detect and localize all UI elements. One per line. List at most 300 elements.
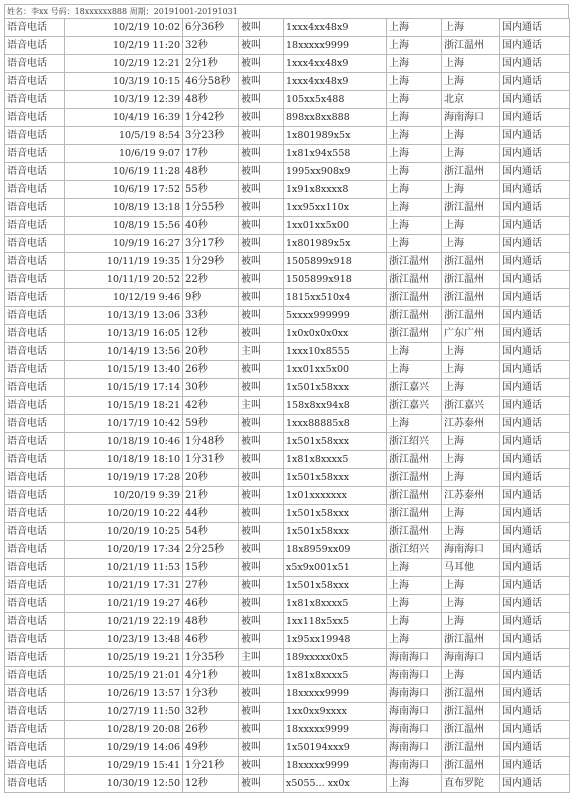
other-number-cell: 1x501x58xxx xyxy=(284,379,387,397)
call-type-cell: 语音电话 xyxy=(5,703,65,721)
other-number-cell: 18xxxxx9999 xyxy=(284,37,387,55)
local-location-cell: 上海 xyxy=(387,559,442,577)
other-number-cell: 1xxx4xx48x9 xyxy=(284,19,387,37)
remote-location-cell: 浙江温州 xyxy=(442,721,500,739)
call-duration-cell: 44秒 xyxy=(183,505,239,523)
other-number-cell: 1x801989x5x xyxy=(284,127,387,145)
local-location-cell: 浙江温州 xyxy=(387,289,442,307)
call-time-cell: 10/13/19 13:06 xyxy=(65,307,183,325)
call-time-cell: 10/17/19 10:42 xyxy=(65,415,183,433)
local-location-cell: 上海 xyxy=(387,235,442,253)
call-type-cell: 语音电话 xyxy=(5,55,65,73)
call-type-cell: 语音电话 xyxy=(5,541,65,559)
remote-location-cell: 浙江温州 xyxy=(442,163,500,181)
remote-location-cell: 上海 xyxy=(442,433,500,451)
other-number-cell: x5055... xx0x xyxy=(284,775,387,793)
call-direction-cell: 被叫 xyxy=(239,577,284,595)
call-time-cell: 10/27/19 11:50 xyxy=(65,703,183,721)
call-type-cell: 语音电话 xyxy=(5,73,65,91)
call-duration-cell: 12秒 xyxy=(183,775,239,793)
call-category-cell: 国内通话 xyxy=(500,433,570,451)
call-type-cell: 语音电话 xyxy=(5,739,65,757)
remote-location-cell: 浙江温州 xyxy=(442,631,500,649)
call-category-cell: 国内通话 xyxy=(500,703,570,721)
other-number-cell: 898xx8xx888 xyxy=(284,109,387,127)
table-row xyxy=(5,307,570,325)
local-location-cell: 上海 xyxy=(387,217,442,235)
call-duration-cell: 48秒 xyxy=(183,91,239,109)
other-number-cell: 1x81x8xxxx5 xyxy=(284,595,387,613)
remote-location-cell: 上海 xyxy=(442,361,500,379)
call-direction-cell: 被叫 xyxy=(239,739,284,757)
call-time-cell: 10/29/19 15:41 xyxy=(65,757,183,775)
other-number-cell: 18xxxxx9999 xyxy=(284,757,387,775)
call-time-cell: 10/3/19 10:15 xyxy=(65,73,183,91)
other-number-cell: 105xx5x488 xyxy=(284,91,387,109)
call-type-cell: 语音电话 xyxy=(5,145,65,163)
local-location-cell: 上海 xyxy=(387,127,442,145)
call-duration-cell: 22秒 xyxy=(183,271,239,289)
local-location-cell: 海南海口 xyxy=(387,649,442,667)
call-direction-cell: 被叫 xyxy=(239,235,284,253)
call-category-cell: 国内通话 xyxy=(500,451,570,469)
remote-location-cell: 广东广州 xyxy=(442,325,500,343)
call-category-cell: 国内通话 xyxy=(500,685,570,703)
local-location-cell: 浙江嘉兴 xyxy=(387,379,442,397)
call-time-cell: 10/11/19 19:35 xyxy=(65,253,183,271)
table-row xyxy=(5,487,570,505)
local-location-cell: 浙江温州 xyxy=(387,307,442,325)
remote-location-cell: 上海 xyxy=(442,145,500,163)
remote-location-cell: 上海 xyxy=(442,217,500,235)
call-category-cell: 国内通话 xyxy=(500,739,570,757)
call-direction-cell: 被叫 xyxy=(239,685,284,703)
call-category-cell: 国内通话 xyxy=(500,523,570,541)
call-direction-cell: 被叫 xyxy=(239,559,284,577)
other-number-cell: 1x501x58xxx xyxy=(284,505,387,523)
call-time-cell: 10/15/19 13:40 xyxy=(65,361,183,379)
call-direction-cell: 被叫 xyxy=(239,451,284,469)
local-location-cell: 浙江温州 xyxy=(387,253,442,271)
other-number-cell: 1xxx4xx48x9 xyxy=(284,73,387,91)
call-type-cell: 语音电话 xyxy=(5,379,65,397)
call-duration-cell: 4分1秒 xyxy=(183,667,239,685)
call-time-cell: 10/6/19 9:07 xyxy=(65,145,183,163)
call-category-cell: 国内通话 xyxy=(500,667,570,685)
table-row xyxy=(5,523,570,541)
record-header xyxy=(4,4,569,18)
call-type-cell: 语音电话 xyxy=(5,289,65,307)
call-type-cell: 语音电话 xyxy=(5,685,65,703)
call-time-cell: 10/15/19 18:21 xyxy=(65,397,183,415)
call-time-cell: 10/20/19 10:22 xyxy=(65,505,183,523)
local-location-cell: 上海 xyxy=(387,145,442,163)
table-row xyxy=(5,325,570,343)
call-direction-cell: 被叫 xyxy=(239,271,284,289)
other-number-cell: 1xxx88885x8 xyxy=(284,415,387,433)
local-location-cell: 浙江温州 xyxy=(387,523,442,541)
call-duration-cell: 30秒 xyxy=(183,379,239,397)
call-time-cell: 10/6/19 17:52 xyxy=(65,181,183,199)
call-category-cell: 国内通话 xyxy=(500,361,570,379)
call-category-cell: 国内通话 xyxy=(500,613,570,631)
call-category-cell: 国内通话 xyxy=(500,127,570,145)
call-time-cell: 10/30/19 12:50 xyxy=(65,775,183,793)
local-location-cell: 海南海口 xyxy=(387,757,442,775)
table-row xyxy=(5,721,570,739)
call-type-cell: 语音电话 xyxy=(5,235,65,253)
call-type-cell: 语音电话 xyxy=(5,109,65,127)
call-duration-cell: 32秒 xyxy=(183,703,239,721)
local-location-cell: 上海 xyxy=(387,631,442,649)
call-category-cell: 国内通话 xyxy=(500,595,570,613)
call-category-cell: 国内通话 xyxy=(500,343,570,361)
call-type-cell: 语音电话 xyxy=(5,667,65,685)
call-category-cell: 国内通话 xyxy=(500,775,570,793)
table-row xyxy=(5,163,570,181)
other-number-cell: 158x8xx94x8 xyxy=(284,397,387,415)
call-category-cell: 国内通话 xyxy=(500,307,570,325)
call-type-cell: 语音电话 xyxy=(5,181,65,199)
remote-location-cell: 上海 xyxy=(442,73,500,91)
other-number-cell: 1x501x58xxx xyxy=(284,523,387,541)
call-category-cell: 国内通话 xyxy=(500,469,570,487)
table-row xyxy=(5,253,570,271)
local-location-cell: 上海 xyxy=(387,361,442,379)
call-time-cell: 10/8/19 13:18 xyxy=(65,199,183,217)
call-duration-cell: 1分42秒 xyxy=(183,109,239,127)
call-direction-cell: 被叫 xyxy=(239,37,284,55)
call-duration-cell: 17秒 xyxy=(183,145,239,163)
local-location-cell: 海南海口 xyxy=(387,703,442,721)
table-row xyxy=(5,685,570,703)
call-type-cell: 语音电话 xyxy=(5,559,65,577)
remote-location-cell: 上海 xyxy=(442,181,500,199)
call-time-cell: 10/11/19 20:52 xyxy=(65,271,183,289)
other-number-cell: 1xx118x5xx5 xyxy=(284,613,387,631)
period-value: 20191001-20191031 xyxy=(153,7,238,16)
call-time-cell: 10/9/19 16:27 xyxy=(65,235,183,253)
local-location-cell: 上海 xyxy=(387,343,442,361)
call-category-cell: 国内通话 xyxy=(500,73,570,91)
remote-location-cell: 上海 xyxy=(442,595,500,613)
other-number-cell: 1x50194xxx9 xyxy=(284,739,387,757)
call-time-cell: 10/18/19 18:10 xyxy=(65,451,183,469)
call-time-cell: 10/2/19 11:20 xyxy=(65,37,183,55)
table-row xyxy=(5,433,570,451)
call-direction-cell: 被叫 xyxy=(239,91,284,109)
call-direction-cell: 被叫 xyxy=(239,433,284,451)
call-time-cell: 10/25/19 21:01 xyxy=(65,667,183,685)
call-type-cell: 语音电话 xyxy=(5,487,65,505)
call-category-cell: 国内通话 xyxy=(500,325,570,343)
local-location-cell: 海南海口 xyxy=(387,739,442,757)
table-row xyxy=(5,541,570,559)
call-duration-cell: 33秒 xyxy=(183,307,239,325)
table-row xyxy=(5,757,570,775)
remote-location-cell: 直布罗陀 xyxy=(442,775,500,793)
other-number-cell: 1x91x8xxxx8 xyxy=(284,181,387,199)
local-location-cell: 浙江温州 xyxy=(387,469,442,487)
call-duration-cell: 1分29秒 xyxy=(183,253,239,271)
call-time-cell: 10/29/19 14:06 xyxy=(65,739,183,757)
other-number-cell: 1x501x58xxx xyxy=(284,577,387,595)
table-row xyxy=(5,127,570,145)
call-category-cell: 国内通话 xyxy=(500,91,570,109)
call-direction-cell: 被叫 xyxy=(239,19,284,37)
call-category-cell: 国内通话 xyxy=(500,37,570,55)
remote-location-cell: 浙江嘉兴 xyxy=(442,397,500,415)
call-type-cell: 语音电话 xyxy=(5,217,65,235)
call-time-cell: 10/8/19 15:56 xyxy=(65,217,183,235)
other-number-cell: 1xx01xx5x00 xyxy=(284,217,387,235)
remote-location-cell: 浙江温州 xyxy=(442,739,500,757)
name-label: 姓名： xyxy=(7,7,31,16)
other-number-cell: 1x501x58xxx xyxy=(284,469,387,487)
call-category-cell: 国内通话 xyxy=(500,397,570,415)
call-duration-cell: 26秒 xyxy=(183,721,239,739)
other-number-cell: 1x81x8xxxx5 xyxy=(284,667,387,685)
call-time-cell: 10/20/19 10:25 xyxy=(65,523,183,541)
call-time-cell: 10/26/19 13:57 xyxy=(65,685,183,703)
call-time-cell: 10/21/19 22:19 xyxy=(65,613,183,631)
call-type-cell: 语音电话 xyxy=(5,163,65,181)
call-duration-cell: 15秒 xyxy=(183,559,239,577)
call-time-cell: 10/6/19 11:28 xyxy=(65,163,183,181)
call-type-cell: 语音电话 xyxy=(5,613,65,631)
call-time-cell: 10/12/19 9:46 xyxy=(65,289,183,307)
remote-location-cell: 上海 xyxy=(442,523,500,541)
call-time-cell: 10/25/19 19:21 xyxy=(65,649,183,667)
other-number-cell: 1xx95xx110x xyxy=(284,199,387,217)
call-time-cell: 10/19/19 17:28 xyxy=(65,469,183,487)
remote-location-cell: 上海 xyxy=(442,127,500,145)
remote-location-cell: 浙江温州 xyxy=(442,685,500,703)
remote-location-cell: 海南海口 xyxy=(442,109,500,127)
local-location-cell: 海南海口 xyxy=(387,685,442,703)
table-row xyxy=(5,631,570,649)
call-type-cell: 语音电话 xyxy=(5,307,65,325)
local-location-cell: 浙江温州 xyxy=(387,451,442,469)
call-direction-cell: 被叫 xyxy=(239,253,284,271)
call-type-cell: 语音电话 xyxy=(5,451,65,469)
call-category-cell: 国内通话 xyxy=(500,163,570,181)
call-category-cell: 国内通话 xyxy=(500,379,570,397)
call-duration-cell: 49秒 xyxy=(183,739,239,757)
call-record-sheet xyxy=(4,4,569,793)
call-type-cell: 语音电话 xyxy=(5,577,65,595)
remote-location-cell: 浙江温州 xyxy=(442,307,500,325)
call-type-cell: 语音电话 xyxy=(5,469,65,487)
local-location-cell: 上海 xyxy=(387,163,442,181)
call-type-cell: 语音电话 xyxy=(5,523,65,541)
table-row xyxy=(5,613,570,631)
call-type-cell: 语音电话 xyxy=(5,433,65,451)
call-duration-cell: 48秒 xyxy=(183,163,239,181)
call-type-cell: 语音电话 xyxy=(5,757,65,775)
remote-location-cell: 浙江温州 xyxy=(442,757,500,775)
call-category-cell: 国内通话 xyxy=(500,55,570,73)
table-row xyxy=(5,37,570,55)
call-type-cell: 语音电话 xyxy=(5,37,65,55)
call-duration-cell: 46秒 xyxy=(183,595,239,613)
call-category-cell: 国内通话 xyxy=(500,721,570,739)
call-duration-cell: 59秒 xyxy=(183,415,239,433)
call-direction-cell: 被叫 xyxy=(239,73,284,91)
call-direction-cell: 被叫 xyxy=(239,667,284,685)
call-duration-cell: 2分25秒 xyxy=(183,541,239,559)
call-duration-cell: 27秒 xyxy=(183,577,239,595)
call-duration-cell: 42秒 xyxy=(183,397,239,415)
call-category-cell: 国内通话 xyxy=(500,415,570,433)
call-direction-cell: 被叫 xyxy=(239,721,284,739)
remote-location-cell: 上海 xyxy=(442,667,500,685)
call-category-cell: 国内通话 xyxy=(500,253,570,271)
table-row xyxy=(5,775,570,793)
local-location-cell: 浙江温州 xyxy=(387,487,442,505)
call-category-cell: 国内通话 xyxy=(500,109,570,127)
call-type-cell: 语音电话 xyxy=(5,631,65,649)
call-direction-cell: 被叫 xyxy=(239,631,284,649)
remote-location-cell: 浙江温州 xyxy=(442,289,500,307)
call-duration-cell: 1分35秒 xyxy=(183,649,239,667)
call-time-cell: 10/15/19 17:14 xyxy=(65,379,183,397)
local-location-cell: 上海 xyxy=(387,73,442,91)
call-direction-cell: 被叫 xyxy=(239,523,284,541)
call-duration-cell: 48秒 xyxy=(183,613,239,631)
remote-location-cell: 上海 xyxy=(442,19,500,37)
remote-location-cell: 浙江温州 xyxy=(442,199,500,217)
name-value: 李xx xyxy=(31,7,49,16)
call-duration-cell: 12秒 xyxy=(183,325,239,343)
call-direction-cell: 被叫 xyxy=(239,775,284,793)
other-number-cell: 1x0x0x0x0xx xyxy=(284,325,387,343)
call-record-table xyxy=(4,18,570,793)
call-direction-cell: 主叫 xyxy=(239,397,284,415)
call-direction-cell: 被叫 xyxy=(239,325,284,343)
call-direction-cell: 被叫 xyxy=(239,415,284,433)
local-location-cell: 浙江嘉兴 xyxy=(387,397,442,415)
call-type-cell: 语音电话 xyxy=(5,775,65,793)
call-category-cell: 国内通话 xyxy=(500,235,570,253)
call-type-cell: 语音电话 xyxy=(5,271,65,289)
call-type-cell: 语音电话 xyxy=(5,415,65,433)
call-direction-cell: 被叫 xyxy=(239,487,284,505)
table-row xyxy=(5,595,570,613)
call-duration-cell: 55秒 xyxy=(183,181,239,199)
call-duration-cell: 1分21秒 xyxy=(183,757,239,775)
other-number-cell: 1505899x918 xyxy=(284,253,387,271)
call-direction-cell: 被叫 xyxy=(239,163,284,181)
local-location-cell: 浙江温州 xyxy=(387,271,442,289)
table-row xyxy=(5,109,570,127)
call-direction-cell: 被叫 xyxy=(239,757,284,775)
call-category-cell: 国内通话 xyxy=(500,559,570,577)
call-direction-cell: 主叫 xyxy=(239,649,284,667)
call-type-cell: 语音电话 xyxy=(5,19,65,37)
other-number-cell: 1xx0xx9xxxx xyxy=(284,703,387,721)
other-number-cell: x5x9x001x51 xyxy=(284,559,387,577)
table-row xyxy=(5,577,570,595)
local-location-cell: 上海 xyxy=(387,577,442,595)
other-number-cell: 1xxx4xx48x9 xyxy=(284,55,387,73)
local-location-cell: 浙江绍兴 xyxy=(387,433,442,451)
table-row xyxy=(5,703,570,721)
local-location-cell: 上海 xyxy=(387,775,442,793)
table-row xyxy=(5,559,570,577)
call-type-cell: 语音电话 xyxy=(5,325,65,343)
call-time-cell: 10/3/19 12:39 xyxy=(65,91,183,109)
local-location-cell: 上海 xyxy=(387,55,442,73)
remote-location-cell: 上海 xyxy=(442,55,500,73)
table-row xyxy=(5,235,570,253)
other-number-cell: 1x01xxxxxxx xyxy=(284,487,387,505)
call-category-cell: 国内通话 xyxy=(500,505,570,523)
remote-location-cell: 上海 xyxy=(442,451,500,469)
call-type-cell: 语音电话 xyxy=(5,397,65,415)
call-time-cell: 10/14/19 13:56 xyxy=(65,343,183,361)
table-row xyxy=(5,145,570,163)
call-category-cell: 国内通话 xyxy=(500,757,570,775)
table-row xyxy=(5,415,570,433)
local-location-cell: 浙江温州 xyxy=(387,505,442,523)
call-category-cell: 国内通话 xyxy=(500,145,570,163)
call-time-cell: 10/4/19 16:39 xyxy=(65,109,183,127)
call-time-cell: 10/28/19 20:08 xyxy=(65,721,183,739)
call-category-cell: 国内通话 xyxy=(500,289,570,307)
call-category-cell: 国内通话 xyxy=(500,577,570,595)
remote-location-cell: 江苏泰州 xyxy=(442,415,500,433)
remote-location-cell: 海南海口 xyxy=(442,649,500,667)
remote-location-cell: 上海 xyxy=(442,235,500,253)
local-location-cell: 上海 xyxy=(387,199,442,217)
call-category-cell: 国内通话 xyxy=(500,631,570,649)
call-type-cell: 语音电话 xyxy=(5,649,65,667)
call-direction-cell: 被叫 xyxy=(239,361,284,379)
call-time-cell: 10/21/19 19:27 xyxy=(65,595,183,613)
period-label: 周期： xyxy=(129,7,154,16)
other-number-cell: 1995xx908x9 xyxy=(284,163,387,181)
table-row xyxy=(5,361,570,379)
call-direction-cell: 被叫 xyxy=(239,379,284,397)
call-direction-cell: 主叫 xyxy=(239,343,284,361)
other-number-cell: 189xxxxx0x5 xyxy=(284,649,387,667)
call-time-cell: 10/13/19 16:05 xyxy=(65,325,183,343)
call-type-cell: 语音电话 xyxy=(5,343,65,361)
call-direction-cell: 被叫 xyxy=(239,307,284,325)
call-duration-cell: 26秒 xyxy=(183,361,239,379)
other-number-cell: 1505899x918 xyxy=(284,271,387,289)
call-direction-cell: 被叫 xyxy=(239,109,284,127)
call-type-cell: 语音电话 xyxy=(5,199,65,217)
other-number-cell: 1815xx510x4 xyxy=(284,289,387,307)
table-row xyxy=(5,217,570,235)
local-location-cell: 上海 xyxy=(387,181,442,199)
call-type-cell: 语音电话 xyxy=(5,91,65,109)
call-category-cell: 国内通话 xyxy=(500,271,570,289)
call-direction-cell: 被叫 xyxy=(239,181,284,199)
call-time-cell: 10/18/19 10:46 xyxy=(65,433,183,451)
table-row xyxy=(5,397,570,415)
call-duration-cell: 1分3秒 xyxy=(183,685,239,703)
remote-location-cell: 马耳他 xyxy=(442,559,500,577)
other-number-cell: 1x81x8xxxx5 xyxy=(284,451,387,469)
remote-location-cell: 上海 xyxy=(442,343,500,361)
table-row xyxy=(5,343,570,361)
local-location-cell: 海南海口 xyxy=(387,667,442,685)
other-number-cell: 1x95xx19948 xyxy=(284,631,387,649)
call-duration-cell: 20秒 xyxy=(183,343,239,361)
